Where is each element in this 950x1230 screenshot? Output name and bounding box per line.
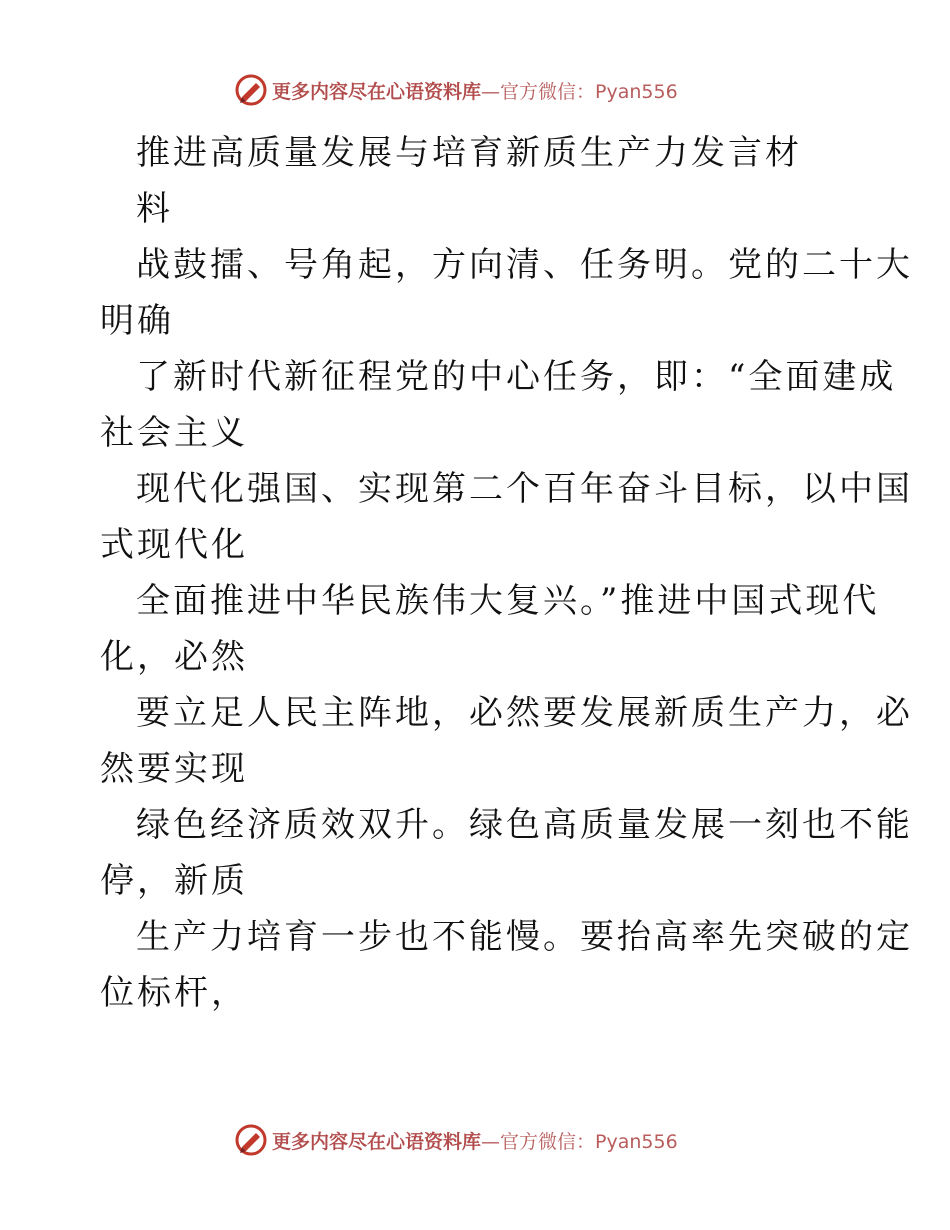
document-body — [100, 125, 913, 1021]
banner-wechat-text: 官方微信：Pyan556 — [500, 80, 678, 103]
banner-dash: — — [481, 80, 501, 103]
paragraph-line: 全面推进中华民族伟大复兴。”推进中国式现代 — [136, 581, 880, 621]
paragraph-line: 位标杆， — [100, 973, 248, 1013]
paragraph-line: 战鼓擂、号角起，方向清、任务明。党的二十大 — [136, 245, 913, 285]
header-banner — [234, 70, 678, 110]
paragraph-line: 社会主义 — [100, 413, 248, 453]
paragraph-line: 式现代化 — [100, 525, 248, 565]
footer-banner — [234, 1120, 678, 1160]
paragraph-line: 然要实现 — [100, 749, 248, 789]
pen-logo-icon — [234, 1123, 268, 1157]
pen-logo-icon — [234, 73, 268, 107]
title-line-2: 料 — [136, 189, 173, 229]
paragraph-line: 明确 — [100, 301, 174, 341]
paragraph-line: 了新时代新征程党的中心任务，即：“全面建成 — [136, 357, 897, 397]
paragraph-line: 绿色经济质效双升。绿色高质量发展一刻也不能 — [136, 805, 913, 845]
paragraph-line: 要立足人民主阵地，必然要发展新质生产力，必 — [136, 693, 913, 733]
paragraph-line: 生产力培育一步也不能慢。要抬高率先突破的定 — [136, 917, 913, 957]
title-line-1: 推进高质量发展与培育新质生产力发言材 — [136, 133, 802, 173]
paragraph-line: 停，新质 — [100, 861, 248, 901]
banner-text — [272, 77, 678, 104]
paragraph-line: 化，必然 — [100, 637, 248, 677]
banner-promo-text: 更多内容尽在心语资料库 — [272, 1130, 482, 1153]
banner-wechat-text: 官方微信：Pyan556 — [500, 1130, 678, 1153]
banner-promo-text: 更多内容尽在心语资料库 — [272, 80, 482, 103]
paragraph-line: 现代化强国、实现第二个百年奋斗目标，以中国 — [136, 469, 913, 509]
banner-text — [272, 1127, 678, 1154]
banner-dash: — — [481, 1130, 501, 1153]
